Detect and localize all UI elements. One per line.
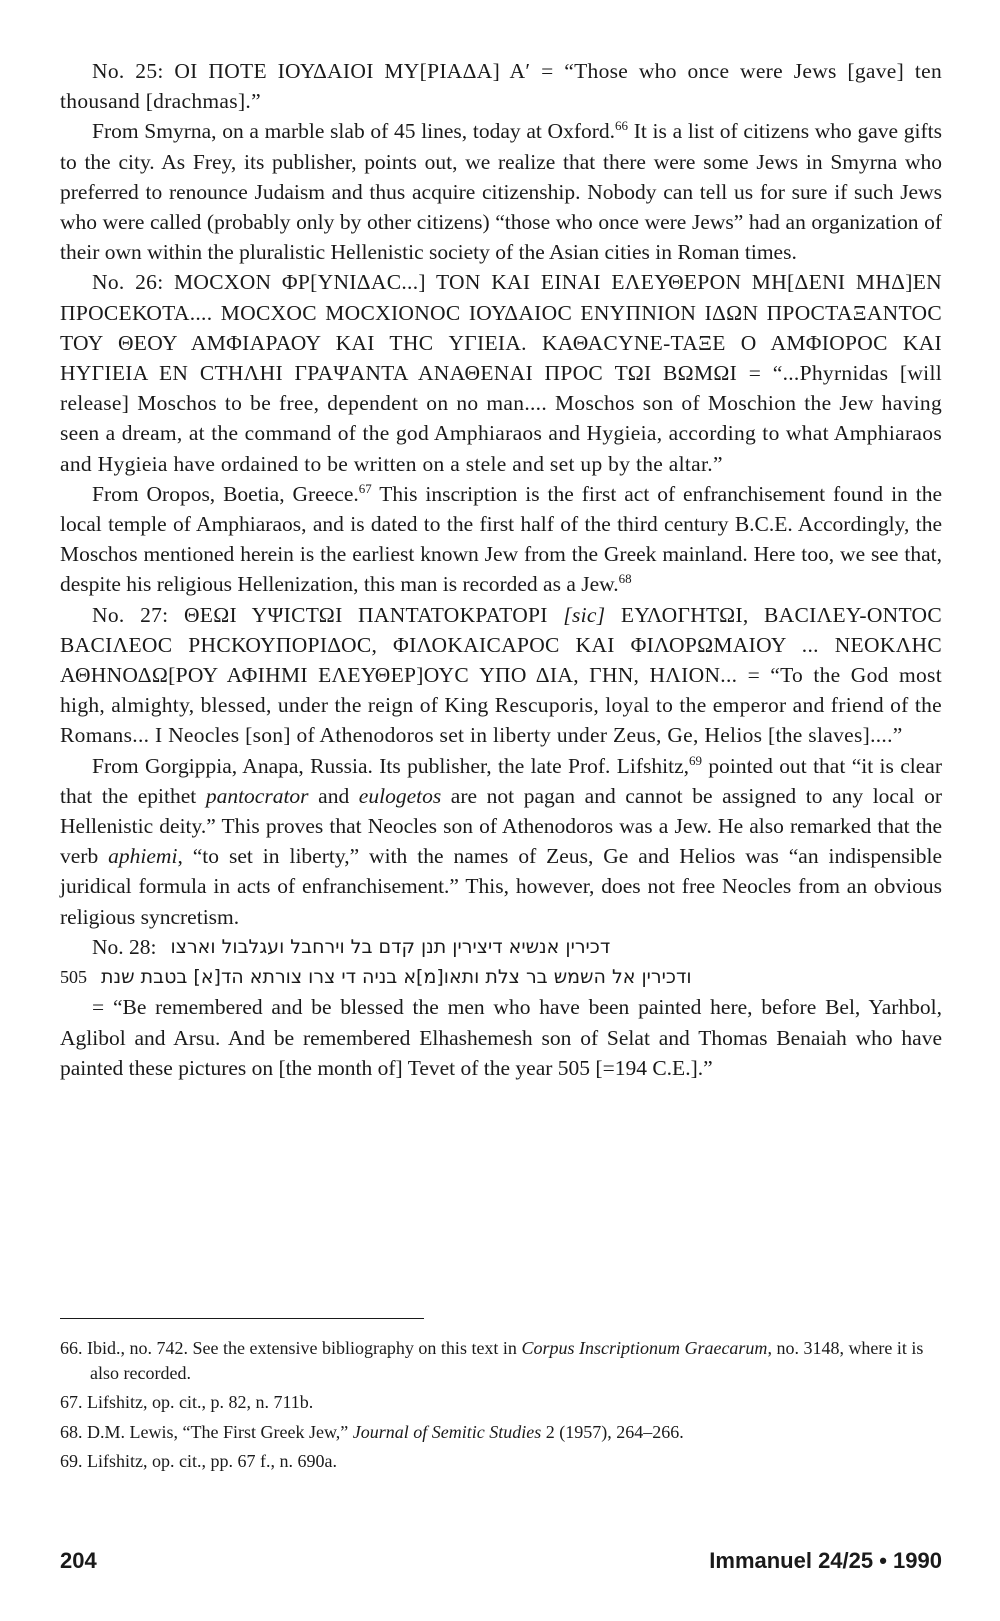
no28-line2 [60,962,942,992]
text-oropos-b: This inscription is the first act of enfranchisement found in the local temple of Amphiaraos, and is dated to the first half of the third century B.C.E. Accordingly, the Moschos mentioned herein is the earliest known Jew from the Greek mainland. Here too, we see that, despite his religious Hellenization, this man is recorded as a Jew. [60,481,942,597]
paragraph-no26 [60,267,942,478]
paragraph-no25 [60,56,942,116]
text-no26: No. 26: ΜΟCΧΟΝ ΦΡ[ΥΝΙΔΑC...] ΤΟΝ ΚΑΙ ΕΙΝΑΙ ΕΛΕΥΘΕΡΟΝ ΜΗ[ΔΕΝΙ ΜΗΔ]ΕΝ ΠΡΟCΕΚΟΤΑ.... ΜΟCΧΟC ΜΟCΧΙΟΝΟC ΙΟΥΔΑΙΟC ΕΝΥΠΝΙΟΝ ΙΔΩΝ ΠΡΟCΤΑΞΑΝΤΟC ΤΟΥ ΘΕΟΥ ΑΜΦΙΑΡΑΟΥ ΚΑΙ ΤΗC ΥΓΙΕΙΑ. ΚΑΘΑCΥΝΕ-ΤΑΞΕ Ο ΑΜΦΙΟΡΟC ΚΑΙ ΗΥΓΙΕΙΑ ΕΝ CΤΗΛΗΙ ΓΡΑΨΑΝΤΑ ΑΝΑΘΕΝΑΙ ΠΡΟC ΤΩΙ ΒΩΜΩΙ = “...Phyrnidas [will release] Moschos to be free, dependent on no man.... Moschos son of Moschion the Jew having seen a dream, at the command of the god Amphiaraos and Hygieia, according to what Amphiaraos and Hygieia have ordained to be written on a stele and set up by the altar.” [60,270,942,476]
aramaic-line-2: ודכירין אל השמש בר צלת ותאו[מ]א בניה די צרו צורתא הד[א] בטבת שנת [101,966,692,989]
text-oropos-a: From Oropos, Boetia, Greece. [92,481,359,506]
footnote-68 [60,1420,942,1445]
paragraph-gorgippia [60,751,942,932]
paragraph-no27 [60,600,942,751]
page-body [60,56,942,1083]
footnote-ref-69: 69 [689,752,703,768]
text-gorgippia-d: are not pagan and cannot be assigned to any local or Hellenistic deity.” This proves that Neocles son of Athenodoros was a Jew. He also remarked that the verb [60,783,942,869]
footnote-67 [60,1390,942,1415]
footnote-ref-66: 66 [615,118,629,134]
footnote-66-text-b: , no. 3148, where it is also recorded. [90,1338,924,1383]
footnote-69 [60,1449,942,1474]
page-footer [60,1548,942,1574]
text-no27-a: No. 27: ΘΕΩΙ ΥΨΙCΤΩΙ ΠΑΝΤΑΤΟΚΡΑΤΟΡΙ [92,602,564,627]
paragraph-oropos [60,479,942,600]
footnote-ref-67: 67 [358,480,372,496]
footnote-68-text-a: 68. D.M. Lewis, “The First Greek Jew,” [60,1421,353,1442]
footnote-rule [60,1318,424,1319]
page-number: 204 [60,1548,97,1573]
text-gorgippia-b: pointed out that “it is clear that the epithet [60,753,943,808]
sic-mark: [sic] [563,602,606,627]
term-pantocrator: pantocrator [205,783,309,808]
text-smyrna-a: From Smyrna, on a marble slab of 45 lines, today at Oxford. [92,119,616,144]
text-no28-translation: = “Be remembered and be blessed the men who have been painted here, before Bel, Yarhbol, Aglibol and Arsu. And be remembered Elhashemesh son of Selat and Thomas Benaiah who have painted these pictures on [the month of] Tevet of the year 505 [=194 C.E.].” [60,995,942,1080]
no28-label: No. 28: [92,934,157,959]
paragraph-smyrna [60,116,942,267]
term-aphiemi: aphiemi [108,844,178,869]
paragraph-no28-translation [60,992,942,1083]
footnote-68-title: Journal of Semitic Studies [352,1421,542,1442]
text-gorgippia-a: From Gorgippia, Anapa, Russia. Its publisher, the late Prof. Lifshitz, [92,753,690,778]
term-eulogetos: eulogetos [358,783,442,808]
text-no27-b: ΕΥΛΟΓΗΤΩΙ, ΒΑCΙΛΕΥ-ΟΝΤΟC ΒΑCΙΛΕΟC ΡΗCΚΟΥΠΟΡΙΔΟC, ΦΙΛΟΚΑΙCΑΡΟC ΚΑΙ ΦΙΛΟΡΩΜΑΙΟΥ ... ΝΕΟΚΛΗC ΑΘΗΝΟΔΩ[ΡΟΥ ΑΦΙΗΜΙ ΕΛΕΥΘΕΡ]ΟΥC ΥΠΟ ΔΙΑ, ΓΗΝ, ΗΛΙΟΝ... = “To the God most high, almighty, blessed, under the reign of King Rescuporis, loyal to the emperor and friend of the Romans... I Neocles [son] of Athenodoros set in liberty under Zeus, Ge, Helios [the slaves]....” [60,602,942,748]
no28-line1 [60,932,942,962]
footnote-66-title: Corpus Inscriptionum Graecarum [521,1338,768,1358]
text-gorgippia-c: and [308,783,359,808]
journal-citation: Immanuel 24/25 • 1990 [709,1548,942,1573]
footnote-ref-68: 68 [618,571,632,587]
footnote-67-text: 67. Lifshitz, op. cit., p. 82, n. 711b. [60,1392,314,1412]
text-no25: No. 25: ΟΙ ΠΟΤΕ ΙΟΥΔΑΙΟΙ ΜΥ[ΡΙΑΔΑ] Α′ = “Those who once were Jews [gave] ten thousand [drachmas].” [60,59,942,114]
text-gorgippia-e: , “to set in liberty,” with the names of Zeus, Ge and Helios was “an indispensible juridical formula in acts of enfranchisement.” This, however, does not free Neocles from an obvious religious syncretism. [60,844,942,929]
aramaic-line-1: דכירין אנשיא דיצירין תנן קדם בל וירחבל ועגלבול וארצו [170,935,611,958]
footnote-69-text: 69. Lifshitz, op. cit., pp. 67 f., n. 690a. [60,1451,337,1471]
footnote-66-text-a: 66. Ibid., no. 742. See the extensive bibliography on this text in [60,1338,522,1358]
footnotes [60,1336,942,1479]
footnote-68-text-b: 2 (1957), 264–266. [541,1421,684,1442]
year-number: 505 [60,967,87,988]
footnote-66 [60,1336,942,1385]
text-smyrna-b: It is a list of citizens who gave gifts to the city. As Frey, its publisher, points out, we realize that there were some Jews in Smyrna who preferred to renounce Judaism and thus acquire citizenship. Nobody can tell us for sure if such Jews who were called (probably only by other citizens) “those who once were Jews” had an organization of their own within the pluralistic Hellenistic society of the Asian cities in Roman times. [60,119,942,265]
